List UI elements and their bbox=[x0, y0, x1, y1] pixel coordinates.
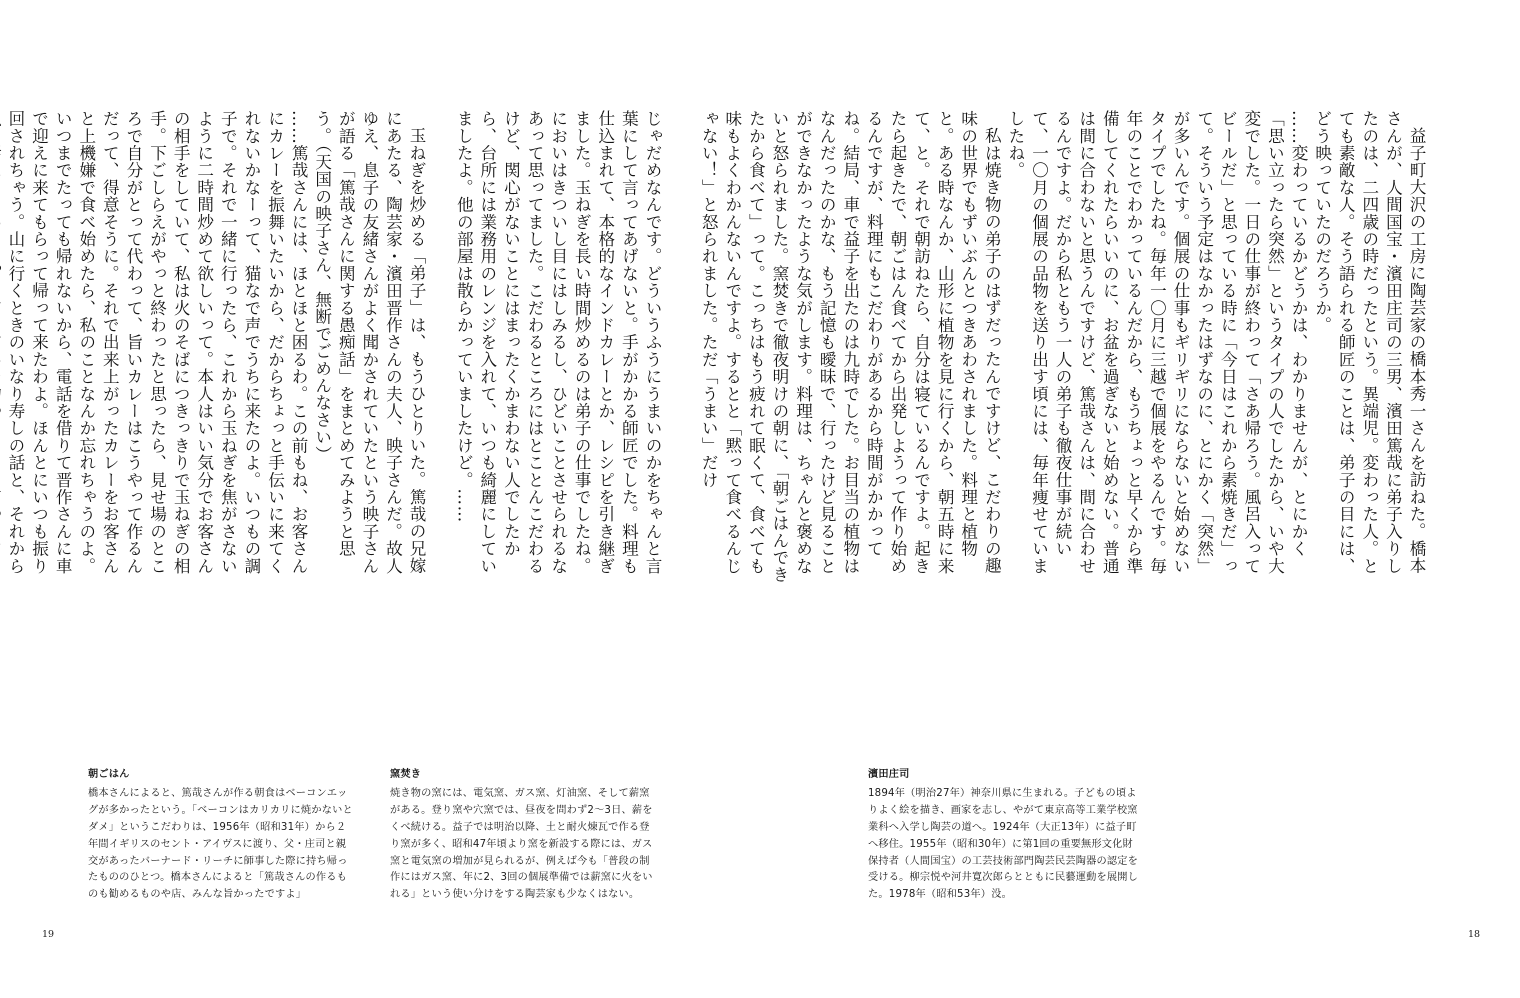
paragraph: 益子町大沢の工房に陶芸家の橋本秀一さんを訪ねた。橋本さんが、人間国宝・濱田庄司の三男、濱田篤哉に弟子入りしたのは、二四歳の時だったという。異端児。変わった人。とても素敵な人。そう語られる師匠のことは、弟子の目には、どう映っていたのだろうか。 bbox=[1312, 110, 1426, 575]
paragraph-spacer bbox=[428, 110, 452, 588]
page-number-left: 19 bbox=[42, 929, 55, 940]
left-page-body-text bbox=[5, 110, 664, 588]
footnote-body: 焼き物の窯には、電気窯、ガス窯、灯油窯、そして薪窯がある。登り窯や穴窯では、昼夜を問わず2〜3日、薪をくべ続ける。益子では明治以降、土と耐火煉瓦で作る登り窯が多く、昭和47年頃より窯を新設する際には、ガス窯と電気窯の増加が見られるが、例えば今も「普段の制作にはガス窯、年に2、3回の個展準備では薪窯に火をいれる」という使い分けをする陶芸家も少なくはない。 bbox=[390, 787, 653, 901]
footnote-body: 1894年（明治27年）神奈川県に生まれる。子どもの頃よりよく絵を描き、画家を志し、やがて東京高等工業学校窯業科へ入学し陶芸の道へ。1924年（大正13年）に益子町へ移住。1955年（昭和30年）に第1回の重要無形文化財保持者（人間国宝）の工芸技術部門陶芸民芸陶器の認定を受ける。柳宗悦や河井寛次郎らとともに民藝運動を展開した。1978年（昭和53年）没。 bbox=[868, 787, 1139, 901]
footnote-kiln-firing bbox=[390, 767, 658, 904]
paragraph: 玉ねぎを炒める「弟子」は、もうひとりいた。篤哉の兄嫁にあたる、陶芸家・濱田晋作さんの夫人、映子さんだ。故人ゆえ、息子の友緒さんがよく聞かされていたという映子さんが語る「篤哉さんに関する愚痴話」をまとめてみようと思う。（天国の映子さん、無断でごめんなさい） bbox=[312, 110, 427, 575]
footnote-breakfast bbox=[88, 767, 353, 904]
paragraph: ……変わっているかどうかは、わかりませんが、とにかく「思い立ったら突然」というタイプの人でしたから、いや大変でした。一日の仕事が終わって「さあ帰ろう。風呂入ってビールだ」と思っている時に「今日はこれから素焼きだ」って。そういう予定はなかったはずなのに、とにかく「突然」が多いんです。個展の仕事もギリギリにならないと始めないタイプでしたね。毎年一〇月に三越で個展をやるんです。毎年のことでわかっているんだから、もうちょっと早くから準備してくれたらいいのに、お盆を過ぎないと始めない。普通は間に合わないと思うんですけど、篤哉さんは、間に合わせるんですよ。だから私ともう一人の弟子も徹夜仕事が続いて、一〇月の個展の品物を送り出す頃には、毎年痩せていましたね。 bbox=[1005, 110, 1309, 575]
right-page-body-text bbox=[699, 110, 1428, 588]
footnote-hamada-shoji bbox=[868, 767, 1140, 904]
paragraph: ……篤哉さんには、ほとほと困るわ。この前もね、お客さんにカレーを振舞いたいから、だからちょっと手伝いに来てくれないかなーって、猫なで声でうちに来たのよ。いつもの調子で。それで一緒に行ったら、これから玉ねぎを焦がさないように二時間炒めて欲しいって。本人はいい気分でお客さんの相手をしていて、私は火のそばにつきっきりで玉ねぎの相手。下ごしらえがやっと終わったと思ったら、見せ場のところで自分がとって代わって、旨いカレーはこうやって作るんだって、得意そうに。それで出来上がったカレーをお客さんと上機嫌で食べ始めたら、私のことなんか忘れちゃうのよ。いつまでたっても帰れないから、電話を借りて晋作さんに車で迎えに来てもらって帰って来たわよ。ほんとにいつも振り回されちゃう。山に行くときのいなり寿しの話と、それから bbox=[5, 110, 309, 575]
footnote-title: 朝ごはん bbox=[88, 769, 130, 780]
paragraph: 私は焼き物の弟子のはずだったんですけど、こだわりの趣味の世界でもずいぶんとつきあわされました。料理と植物と。ある時なんか、山形に植物を見に行くから、朝五時に来て、と。それで朝訪ねたら、自分は寝ているんですよ。起きたら起きたで、朝ごはん食べてから出発しようって作り始めるんですが、料理にもこだわりがあるから時間がかかってね。結局、車で益子を出たのは九時でした。お目当の植物はなんだったのかな、もう記憶も曖昧で、行ったけど見ることができなかったような気がします。料理は、ちゃんと褒めないと怒られました。窯焚きで徹夜明けの朝に、「朝ごはんできたから食べて」って。こっちはもう疲れて眠くて、食べても味もよくわかんないんですよ。するとと「黙って食べるんじゃない！」と怒られました。ただ「うまい」だけ bbox=[699, 110, 1002, 584]
footnote-title: 濱田庄司 bbox=[868, 769, 910, 780]
page-number-right: 18 bbox=[1468, 929, 1481, 940]
paragraph: じゃだめなんです。どういうふうにうまいのかをちゃんと言葉にして言ってあげないと。手がかかる師匠でした。料理も仕込まれて、本格的なインドカレーとか、レシピを引き継ぎました。玉ねぎを長い時間炒めるのは弟子の仕事でしたね。においはきついし目にはしみるし、ひどいことさせられるなあって思ってました。こだわるところにはとことんこだわるけど、関心がないことにはまったくかまわない人でしたから、台所には業務用のレンジを入れて、いつも綺麗にしていましたよ。他の部屋は散らかっていましたけど。…… bbox=[454, 110, 662, 575]
footnote-body: 橋本さんによると、篤哉さんが作る朝食はベーコンエッグが多かったという。「ベーコンはカリカリに焼かないとダメ」というこだわりは、1956年（昭和31年）から２年間イギリスのセント・アイヴスに渡り、父・庄司と親交があったバーナード・リーチに師事した際に持ち帰ったもののひとつ。橋本さんによると「篤哉さんの作るものも勧めるものや店、みんな旨かったですよ」 bbox=[88, 787, 353, 901]
footnote-title: 窯焚き bbox=[390, 769, 422, 780]
